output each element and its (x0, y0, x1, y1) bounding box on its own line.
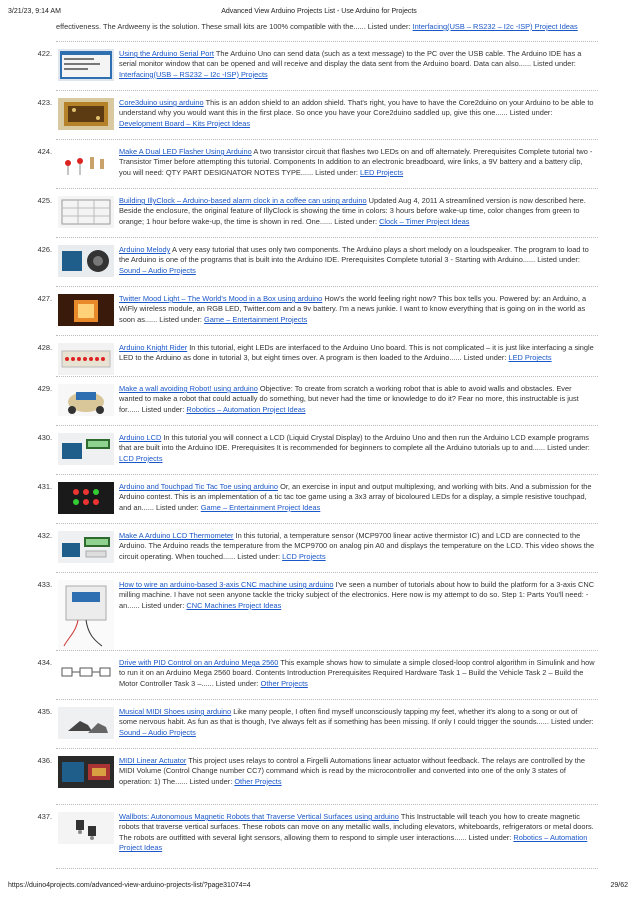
entry-category-link[interactable]: LED Projects (359, 167, 404, 177)
entry-number: 423. (37, 98, 52, 107)
entry-number: 432. (37, 531, 52, 540)
thumbnail-image[interactable] (58, 531, 114, 563)
divider (56, 41, 598, 42)
entry-category-link[interactable]: Clock – Timer Project Ideas (379, 216, 470, 226)
entry-title-link[interactable]: Make A Dual LED Flasher Using Arduino (119, 147, 252, 156)
divider (56, 474, 598, 475)
entry-number: 428. (37, 343, 52, 352)
entry-title-link[interactable]: Drive with PID Control on an Arduino Mega 2560 (119, 658, 279, 667)
thumbnail-image[interactable] (58, 482, 114, 514)
lead-category-link[interactable]: Interfacing(USB – RS232 – I2c -ISP) Project Ideas (412, 22, 578, 31)
thumbnail-image[interactable] (58, 294, 114, 326)
entry-category-link[interactable]: Game – Entertainment Projects (204, 314, 308, 324)
entry-category-link[interactable]: Other Projects (260, 678, 308, 688)
print-datetime: 3/21/23, 9:14 AM (8, 8, 61, 15)
entry-category-link[interactable]: Interfacing(USB – RS232 – I2c -ISP) Projects (119, 69, 268, 79)
divider (56, 139, 598, 140)
divider (56, 188, 598, 189)
entry-number: 437. (37, 812, 52, 821)
entry-title-link[interactable]: Wallbots: Autonomous Magnetic Robots that Traverse Vertical Surfaces using arduino (119, 812, 399, 821)
entry-number: 431. (37, 482, 52, 491)
entry-number: 426. (37, 245, 52, 254)
thumbnail-image[interactable] (58, 658, 114, 690)
thumbnail-image[interactable] (58, 433, 114, 465)
entry-title-link[interactable]: Make a wall avoiding Robot! using arduino (119, 384, 258, 393)
divider (56, 748, 598, 749)
entry-title-link[interactable]: Arduino Melody (119, 245, 171, 254)
entry-category-link[interactable]: Sound – Audio Projects (119, 265, 196, 275)
entry-number: 436. (37, 756, 52, 765)
entry-number: 433. (37, 580, 52, 589)
print-footer (0, 882, 638, 896)
entry-number: 434. (37, 658, 52, 667)
entry-title-link[interactable]: MIDI Linear Actuator (119, 756, 187, 765)
divider (56, 335, 598, 336)
divider (56, 804, 598, 805)
entry-title-link[interactable]: Core3duino using arduino (119, 98, 204, 107)
print-header (0, 0, 638, 20)
entry-number: 435. (37, 707, 52, 716)
entry-category-link[interactable]: Development Board – Kits Project Ideas (119, 118, 251, 128)
divider (56, 650, 598, 651)
page-number: 29/62 (610, 882, 628, 889)
thumbnail-image[interactable] (58, 245, 114, 277)
entry-title-link[interactable]: Arduino LCD (119, 433, 162, 442)
divider (56, 572, 598, 573)
entry-category-link[interactable]: CNC Machines Project Ideas (186, 600, 282, 610)
entry-title-link[interactable]: How to wire an arduino-based 3-axis CNC machine using arduino (119, 580, 334, 589)
divider (56, 699, 598, 700)
divider (56, 237, 598, 238)
print-title: Advanced View Arduino Projects List - Use Arduino for Projects (221, 8, 417, 15)
divider (56, 286, 598, 287)
entry-title-link[interactable]: Musical MIDI Shoes using arduino (119, 707, 232, 716)
entry-title-link[interactable]: Twitter Mood Light – The World's Mood in a Box using arduino (119, 294, 323, 303)
entry-number: 427. (37, 294, 52, 303)
thumbnail-image[interactable] (58, 98, 114, 130)
divider (56, 425, 598, 426)
entry-category-link[interactable]: LCD Projects (282, 551, 326, 561)
entry-category-link[interactable]: Robotics – Automation Project Ideas (119, 832, 588, 853)
entry-title-link[interactable]: Arduino Knight Rider (119, 343, 188, 352)
thumbnail-image[interactable] (58, 384, 114, 416)
continued-entry-text: effectiveness. The Ardweeny is the solution. These small kits are 100% compatible with the...... Listed under: Interfacing(USB – RS232 – I2c -ISP) Project Ideas (56, 22, 578, 31)
divider (56, 523, 598, 524)
entry-title-link[interactable]: Arduino and Touchpad Tic Tac Toe using arduino (119, 482, 279, 491)
entry-number: 424. (37, 147, 52, 156)
divider (56, 376, 598, 377)
entry-number: 430. (37, 433, 52, 442)
divider (56, 90, 598, 91)
entry-category-link[interactable]: Other Projects (234, 776, 282, 786)
entry-title-link[interactable]: Building IllyClock – Arduino-based alarm clock in a coffee can using arduino (119, 196, 367, 205)
thumbnail-image[interactable] (58, 49, 114, 81)
thumbnail-image[interactable] (58, 343, 114, 375)
entry-category-link[interactable]: Sound – Audio Projects (119, 727, 196, 737)
thumbnail-image[interactable] (58, 580, 114, 650)
thumbnail-image[interactable] (58, 196, 114, 228)
thumbnail-image[interactable] (58, 707, 114, 739)
entry-number: 422. (37, 49, 52, 58)
thumbnail-image[interactable] (58, 756, 114, 788)
entry-title-link[interactable]: Using the Arduino Serial Port (119, 49, 214, 58)
entry-number: 429. (37, 384, 52, 393)
entry-category-link[interactable]: Game – Entertainment Project Ideas (200, 502, 321, 512)
print-url: https://duino4projects.com/advanced-view-arduino-projects-list/?page31074=4 (8, 882, 251, 889)
thumbnail-image[interactable] (58, 147, 114, 179)
thumbnail-image[interactable] (58, 812, 114, 844)
entry-category-link[interactable]: LED Projects (508, 353, 552, 363)
entry-number: 425. (37, 196, 52, 205)
entry-category-link[interactable]: Robotics – Automation Project Ideas (186, 404, 306, 414)
divider (56, 868, 598, 869)
entry-title-link[interactable]: Make A Arduino LCD Thermometer (119, 531, 234, 540)
entry-category-link[interactable]: LCD Projects (119, 453, 163, 463)
